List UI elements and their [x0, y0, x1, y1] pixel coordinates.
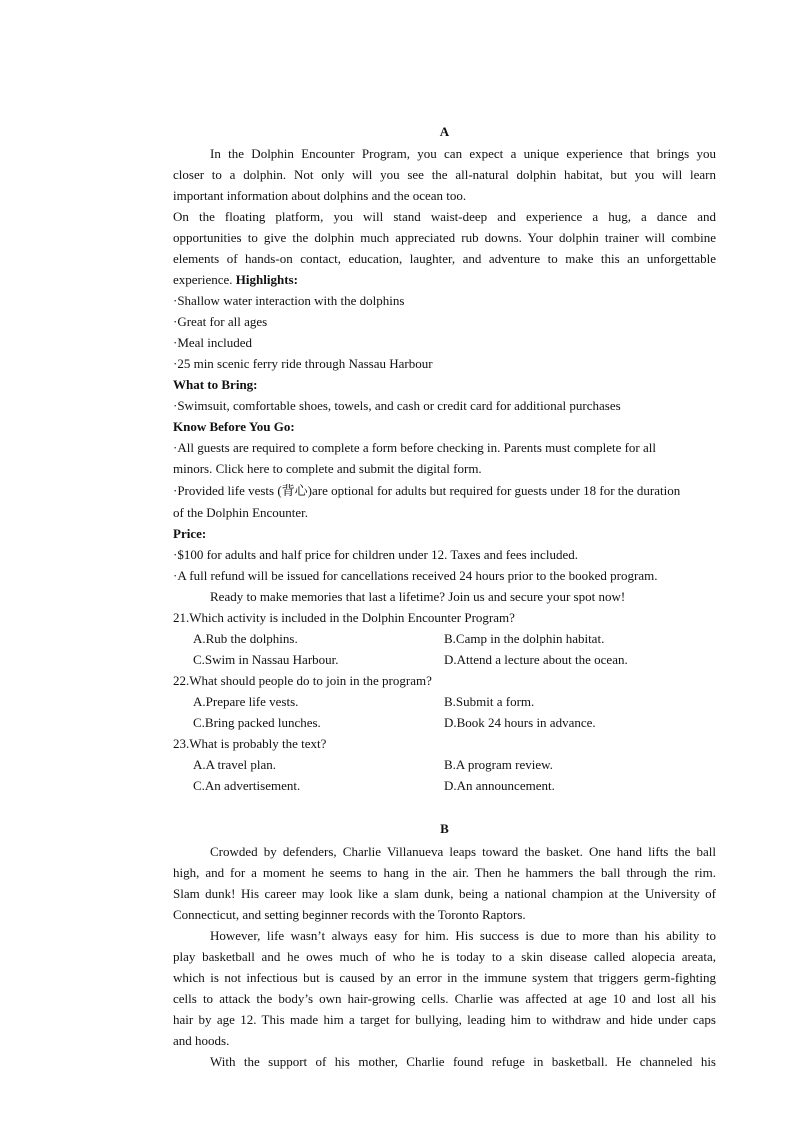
- question-options-row: [173, 754, 716, 775]
- bring-item: ·Swimsuit, comfortable shoes, towels, and cash or credit card for additional purchases: [173, 398, 621, 413]
- section-b-paragraph-line: hair by age 12. This made him a target for bullying, leading him to withdraw and hide under caps: [173, 1012, 716, 1027]
- section-b-paragraph-line: which is not infectious but is caused by an error in the immune system that triggers germ-fighting: [173, 970, 716, 985]
- question-options-row: [173, 712, 716, 733]
- section-b-paragraph-line: play basketball and he owes much of who he is today to a skin disease called alopecia areata,: [173, 949, 716, 964]
- section-b-heading: B: [440, 821, 449, 836]
- question-options-row: [173, 628, 716, 649]
- section-a-paragraph-line: [173, 269, 716, 290]
- section-a-paragraph-line: In the Dolphin Encounter Program, you can expect a unique experience that brings you: [210, 146, 716, 161]
- highlight-item: ·Shallow water interaction with the dolphins: [173, 293, 405, 308]
- highlight-item: ·Meal included: [173, 335, 253, 350]
- price-item: ·A full refund will be issued for cancellations received 24 hours prior to the booked program.: [173, 568, 658, 583]
- question-stem: 23.What is probably the text?: [173, 736, 327, 751]
- price-label: Price:: [173, 526, 207, 541]
- section-a-paragraph-line: On the floating platform, you will stand waist-deep and experience a hug, a dance and: [173, 209, 716, 224]
- know-item: of the Dolphin Encounter.: [173, 505, 309, 520]
- question-options-row: [173, 775, 716, 796]
- section-b-paragraph-line: and hoods.: [173, 1033, 230, 1048]
- know-item: ·All guests are required to complete a form before checking in. Parents must complete for all: [173, 440, 656, 455]
- section-b-paragraph-line: With the support of his mother, Charlie found refuge in basketball. He channeled his: [210, 1054, 716, 1069]
- option-a: A.Rub the dolphins.: [193, 631, 298, 646]
- section-a-heading: A: [439, 124, 450, 139]
- section-a-paragraph-line: important information about dolphins and the ocean too.: [173, 188, 467, 203]
- option-b: B.A program review.: [444, 757, 553, 772]
- section-a-paragraph-line: opportunities to give the dolphin much appreciated rub downs. Your dolphin trainer will combine: [173, 230, 716, 245]
- option-c: C.Swim in Nassau Harbour.: [193, 652, 339, 667]
- highlight-item: ·Great for all ages: [173, 314, 268, 329]
- section-a-paragraph-line: elements of hands-on contact, education, laughter, and adventure to make this an unforgettable: [173, 251, 716, 266]
- question-stem: 21.Which activity is included in the Dolphin Encounter Program?: [173, 610, 515, 625]
- section-a-paragraph-line: closer to a dolphin. Not only will you see the all-natural dolphin habitat, but you will learn: [173, 167, 716, 182]
- question-options-row: [173, 691, 716, 712]
- option-a: A.A travel plan.: [193, 757, 277, 772]
- option-a: A.Prepare life vests.: [193, 694, 299, 709]
- option-b: B.Camp in the dolphin habitat.: [444, 631, 605, 646]
- highlights-label: Highlights:: [235, 272, 298, 287]
- section-b-paragraph-line: Crowded by defenders, Charlie Villanueva leaps toward the basket. One hand lifts the ball: [210, 844, 716, 859]
- option-c: C.An advertisement.: [193, 778, 301, 793]
- what-to-bring-label: What to Bring:: [173, 377, 258, 392]
- question-options-row: [173, 649, 716, 670]
- option-c: C.Bring packed lunches.: [193, 715, 321, 730]
- section-b-paragraph-line: Connecticut, and setting beginner records with the Toronto Raptors.: [173, 907, 526, 922]
- option-d: D.An announcement.: [444, 778, 555, 793]
- option-d: D.Book 24 hours in advance.: [444, 715, 596, 730]
- price-item: ·$100 for adults and half price for children under 12. Taxes and fees included.: [173, 547, 578, 562]
- know-item: minors. Click here to complete and submit the digital form.: [173, 461, 482, 476]
- highlight-item: ·25 min scenic ferry ride through Nassau Harbour: [173, 356, 433, 371]
- option-b: B.Submit a form.: [444, 694, 535, 709]
- section-b-paragraph-line: Slam dunk! His career may look like a slam dunk, being a national champion at the University of: [173, 886, 716, 901]
- section-b-paragraph-line: However, life wasn’t always easy for him. His success is due to more than his ability to: [210, 928, 716, 943]
- know-item: ·Provided life vests (背心)are optional for adults but required for guests under 18 for the duration: [173, 483, 681, 498]
- know-before-label: Know Before You Go:: [173, 419, 295, 434]
- section-b-paragraph-line: high, and for a moment he seems to hang in the air. Then he hammers the ball through the rim.: [173, 865, 716, 880]
- paragraph-end-text: experience.: [173, 272, 233, 287]
- question-stem: 22.What should people do to join in the program?: [173, 673, 432, 688]
- closing-line: Ready to make memories that last a lifetime? Join us and secure your spot now!: [210, 589, 626, 604]
- option-d: D.Attend a lecture about the ocean.: [444, 652, 628, 667]
- section-b-paragraph-line: cells to attack the body’s own hair-growing cells. Charlie was affected at age 10 and lost all his: [173, 991, 716, 1006]
